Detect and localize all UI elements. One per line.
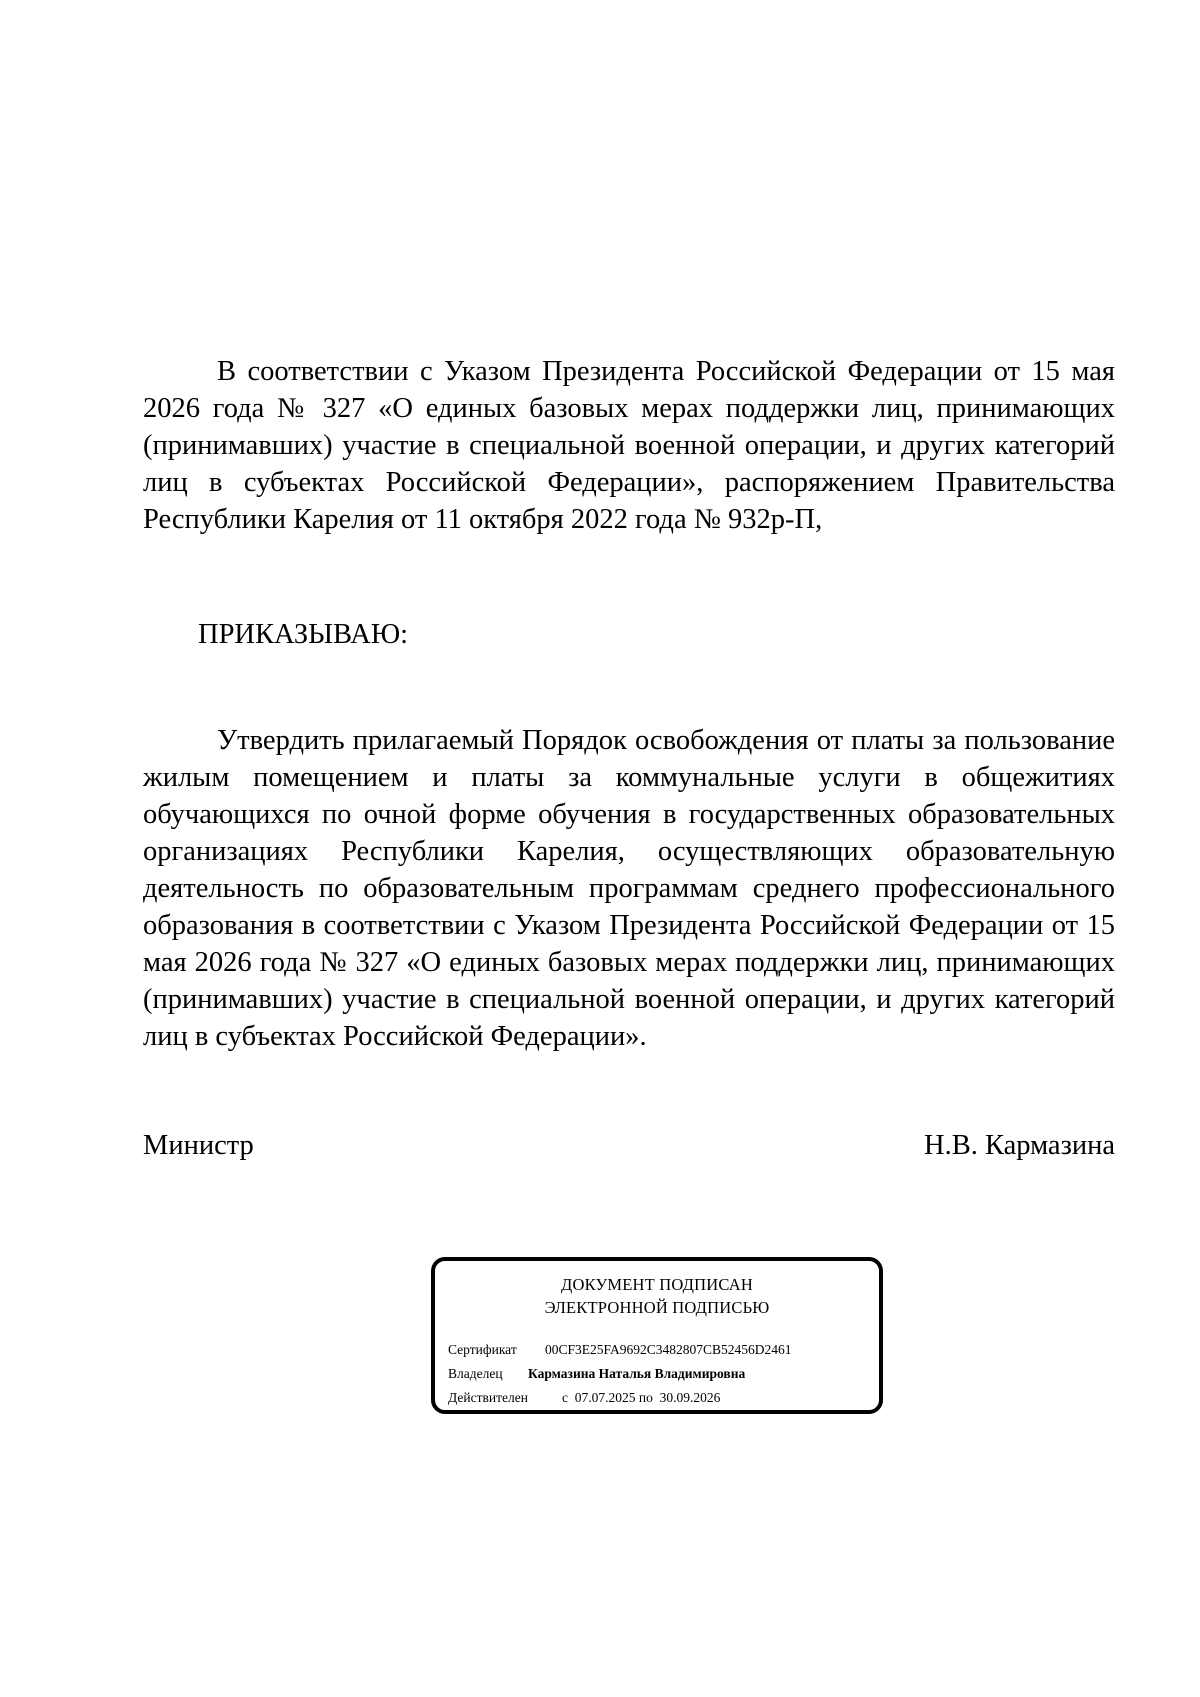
certificate-value: 00CF3E25FA9692C3482807CB52456D2461 [545, 1342, 792, 1357]
stamp-title-line-1: ДОКУМЕНТ ПОДПИСАН [561, 1275, 753, 1294]
stamp-certificate-row [448, 1341, 792, 1359]
validity-label: Действителен [448, 1390, 528, 1405]
stamp-validity-row [448, 1389, 720, 1407]
preamble-paragraph: В соответствии с Указом Президента Российской Федерации от 15 мая 2026 года № 327 «О единых базовых мерах поддержки лиц, принимающих (принимавших) участие в специальной военной операции, и других категорий лиц в субъектах Российской Федерации», распоряжением Правительства Республики Карелия от 11 октября 2022 года № 932р-П, [143, 356, 1115, 535]
signatory-name: Н.В. Кармазина [924, 1130, 1115, 1161]
certificate-label: Сертификат [448, 1342, 517, 1357]
validity-value: с 07.07.2025 по 30.09.2026 [562, 1390, 721, 1405]
owner-label: Владелец [448, 1366, 503, 1381]
electronic-signature-stamp [431, 1257, 883, 1414]
order-heading: ПРИКАЗЫВАЮ: [198, 619, 409, 650]
stamp-owner-row [448, 1365, 745, 1383]
stamp-title-line-2: ЭЛЕКТРОННОЙ ПОДПИСЬЮ [544, 1298, 770, 1317]
order-paragraph: Утвердить прилагаемый Порядок освобождения от платы за пользование жилым помещением и платы за коммунальные услуги в общежитиях обучающихся по очной форме обучения в государственных образовательных организациях Республики Карелия, осуществляющих образовательную деятельность по образовательным программам среднего профессионального образования в соответствии с Указом Президента Российской Федерации от 15 мая 2026 года № 327 «О единых базовых мерах поддержки лиц, принимающих (принимавших) участие в специальной военной операции, и других категорий лиц в субъектах Российской Федерации». [143, 725, 1115, 1052]
stamp-title [435, 1273, 879, 1319]
owner-value: Кармазина Наталья Владимировна [528, 1366, 746, 1381]
signatory-position: Министр [143, 1130, 254, 1161]
